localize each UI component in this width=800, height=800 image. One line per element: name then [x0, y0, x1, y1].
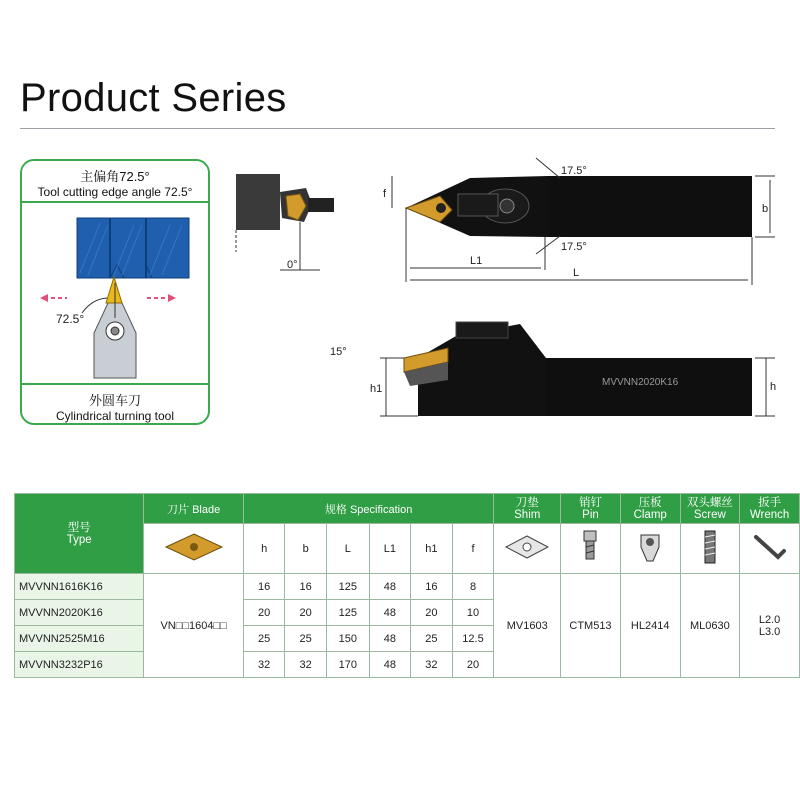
row-L: 125	[326, 600, 369, 626]
spec-col-f: f	[452, 524, 494, 574]
row-b: 16	[285, 574, 327, 600]
spec-col-L: L	[326, 524, 369, 574]
row-L: 125	[326, 574, 369, 600]
row-b: 20	[285, 600, 327, 626]
dimension-L1: L1	[470, 255, 483, 267]
pin-header-zh: 销钉	[578, 496, 602, 509]
wrench-header-zh: 扳手	[758, 496, 782, 509]
row-h1: 16	[411, 574, 453, 600]
top-angle-label: 17.5°	[561, 165, 587, 177]
screw-header	[680, 494, 740, 524]
wrench-header	[740, 494, 800, 524]
row-type: MVVNN2525M16	[15, 626, 144, 652]
type-header-zh: 型号	[67, 521, 91, 534]
clamp-header-zh: 压板	[638, 496, 662, 509]
row-type: MVVNN3232P16	[15, 652, 144, 678]
type-header-en: Type	[66, 533, 92, 546]
cutting-angle-label-zh: 主偏角72.5°	[80, 169, 150, 184]
row-h: 16	[243, 574, 285, 600]
end-view-illustration	[236, 174, 334, 270]
page-title: Product Series	[20, 76, 287, 120]
side-angle-label: 15°	[330, 346, 347, 358]
wrench-icon	[750, 527, 790, 567]
clamp-header-en: Clamp	[633, 508, 667, 521]
cutting-angle-value: 72.5°	[56, 312, 85, 326]
row-L1: 48	[369, 626, 411, 652]
row-h1: 32	[411, 652, 453, 678]
dimension-b: b	[762, 203, 769, 215]
row-h: 32	[243, 652, 285, 678]
row-h: 20	[243, 600, 285, 626]
row-h1: 20	[411, 600, 453, 626]
clamp-icon	[635, 527, 665, 567]
wrench-header-en: Wrench	[749, 508, 790, 521]
specification-table	[14, 493, 800, 678]
wrench-size-1: L2.0	[758, 613, 781, 626]
clamp-icon-cell	[620, 524, 680, 574]
shim-value: MV1603	[494, 574, 561, 678]
row-f: 10	[452, 600, 494, 626]
top-view-illustration	[392, 158, 775, 285]
screw-icon-cell	[680, 524, 740, 574]
row-b: 25	[285, 626, 327, 652]
shim-icon	[502, 532, 552, 562]
row-L1: 48	[369, 574, 411, 600]
wrench-icon-cell	[740, 524, 800, 574]
shim-header	[494, 494, 561, 524]
clamp-value: HL2414	[620, 574, 680, 678]
spec-header: 规格 Specification	[243, 494, 494, 524]
cutting-angle-label-en: Tool cutting edge angle 72.5°	[37, 185, 193, 199]
row-L1: 48	[369, 600, 411, 626]
dimension-f: f	[383, 188, 387, 200]
blade-insert-icon	[162, 530, 226, 564]
screw-header-en: Screw	[693, 508, 726, 521]
end-view-angle: 0°	[287, 259, 298, 271]
row-f: 20	[452, 652, 494, 678]
screw-header-zh: 双头螺丝	[686, 496, 733, 509]
row-f: 8	[452, 574, 494, 600]
side-view-illustration	[380, 322, 775, 416]
row-f: 12.5	[452, 626, 494, 652]
spec-col-h: h	[243, 524, 285, 574]
wrench-value	[740, 574, 800, 678]
row-type: MVVNN2020K16	[15, 600, 144, 626]
table-row	[15, 574, 800, 600]
pin-header	[561, 494, 621, 524]
shim-header-zh: 刀垫	[515, 496, 539, 509]
pin-value: CTM513	[561, 574, 621, 678]
bottom-angle-label: 17.5°	[561, 241, 587, 253]
row-h: 25	[243, 626, 285, 652]
screw-value: ML0630	[680, 574, 740, 678]
dimension-h: h	[770, 381, 777, 393]
row-L: 170	[326, 652, 369, 678]
screw-icon	[695, 527, 725, 567]
row-L: 150	[326, 626, 369, 652]
spec-col-b: b	[285, 524, 327, 574]
dimension-L: L	[573, 267, 580, 279]
tool-type-label-zh: 外圆车刀	[88, 393, 141, 408]
row-b: 32	[285, 652, 327, 678]
spec-col-h1: h1	[411, 524, 453, 574]
type-header	[15, 494, 144, 574]
tool-type-label-en: Cylindrical turning tool	[55, 409, 175, 423]
spec-col-L1: L1	[369, 524, 411, 574]
blade-header: 刀片 Blade	[144, 494, 243, 524]
dimension-h1: h1	[370, 383, 383, 395]
shim-header-en: Shim	[514, 508, 541, 521]
holder-engraving: MVVNN2020K16	[602, 377, 679, 388]
wrench-size-2: L3.0	[758, 625, 781, 638]
pin-icon	[575, 527, 605, 567]
blade-icon-cell	[144, 524, 243, 574]
pin-icon-cell	[561, 524, 621, 574]
blade-value: VN□□1604□□	[144, 574, 243, 678]
clamp-header	[620, 494, 680, 524]
row-h1: 25	[411, 626, 453, 652]
shim-icon-cell	[494, 524, 561, 574]
row-type: MVVNN1616K16	[15, 574, 144, 600]
row-L1: 48	[369, 652, 411, 678]
pin-header-en: Pin	[582, 508, 599, 521]
